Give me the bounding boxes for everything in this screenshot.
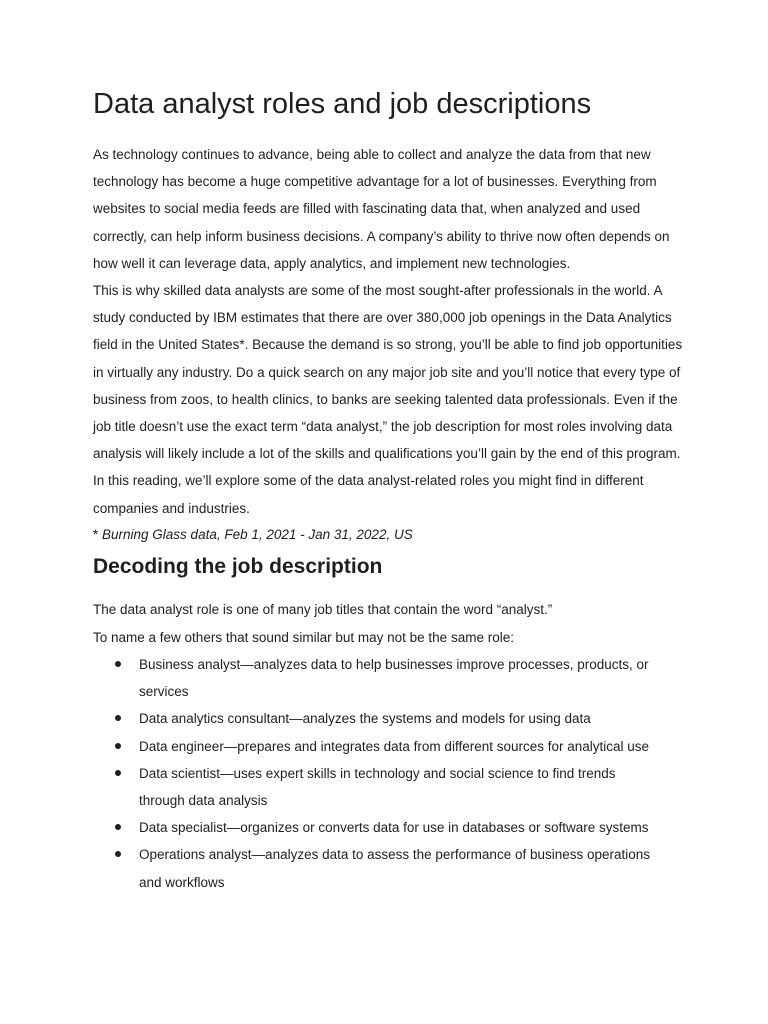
footnote-marker: * (93, 527, 103, 542)
section-heading: Decoding the job description (93, 555, 383, 578)
list-item-text: Business analyst—analyzes data to help businesses improve processes, products, or services (139, 657, 649, 700)
list-item (93, 733, 683, 760)
intro-paragraph: As technology continues to advance, being able to collect and analyze the data from that new technology has become a huge competitive advantage for a lot of businesses. Everything from websites to social media feeds are filled with fascinating data that, when analyzed and used correctly, can help inform business decisions. A company’s ability to thrive now often depends on how well it can leverage data, apply analytics, and implement new technologies. (93, 147, 670, 271)
list-item-text: Operations analyst—analyzes data to assess the performance of business operations and workflows (139, 847, 651, 890)
page-title: Data analyst roles and job descriptions (93, 88, 592, 120)
list-item-text: Data analytics consultant—analyzes the systems and models for using data (139, 711, 591, 727)
bullet-icon (115, 824, 121, 830)
section-lead-in: To name a few others that sound similar but may not be the same role: (93, 630, 514, 645)
bullet-icon (115, 715, 121, 721)
list-item-text: Data specialist—organizes or converts data for use in databases or software systems (139, 820, 649, 836)
list-item-text: Data scientist—uses expert skills in technology and social science to find trends through data analysis (139, 765, 616, 809)
role-list (93, 651, 683, 896)
footnote-text: Burning Glass data, Feb 1, 2021 - Jan 31, 2022, US (102, 527, 413, 542)
bullet-icon (115, 661, 121, 667)
demand-paragraph: This is why skilled data analysts are some of the most sought-after professionals in the world. A study conducted by IBM estimates that there are over 380,000 job openings in the Data Analytics field in the United States*. Because the demand is so strong, you’ll be able to find job opportunities in virtually any industry. Do a quick search on any major job site and you’ll notice that every type of business from zoos, to health clinics, to banks are seeking talented data professionals. Even if the job title doesn’t use the exact term “data analyst,” the job description for most roles involving data analysis will likely include a lot of the skills and qualifications you’ll gain by the end of this program. In this reading, we’ll explore some of the data analyst-related roles you might find in different companies and industries. (93, 283, 683, 516)
footnote (93, 521, 413, 548)
list-item-text: Data engineer—prepares and integrates data from different sources for analytical use (139, 738, 650, 754)
list-item (93, 814, 683, 841)
list-item (93, 841, 683, 895)
list-item (93, 760, 683, 814)
list-item (93, 705, 683, 732)
section-intro-line: The data analyst role is one of many job titles that contain the word “analyst.” (93, 602, 553, 617)
bullet-icon (115, 743, 121, 749)
bullet-icon (115, 851, 121, 857)
bullet-icon (115, 770, 121, 776)
list-item (93, 651, 683, 705)
